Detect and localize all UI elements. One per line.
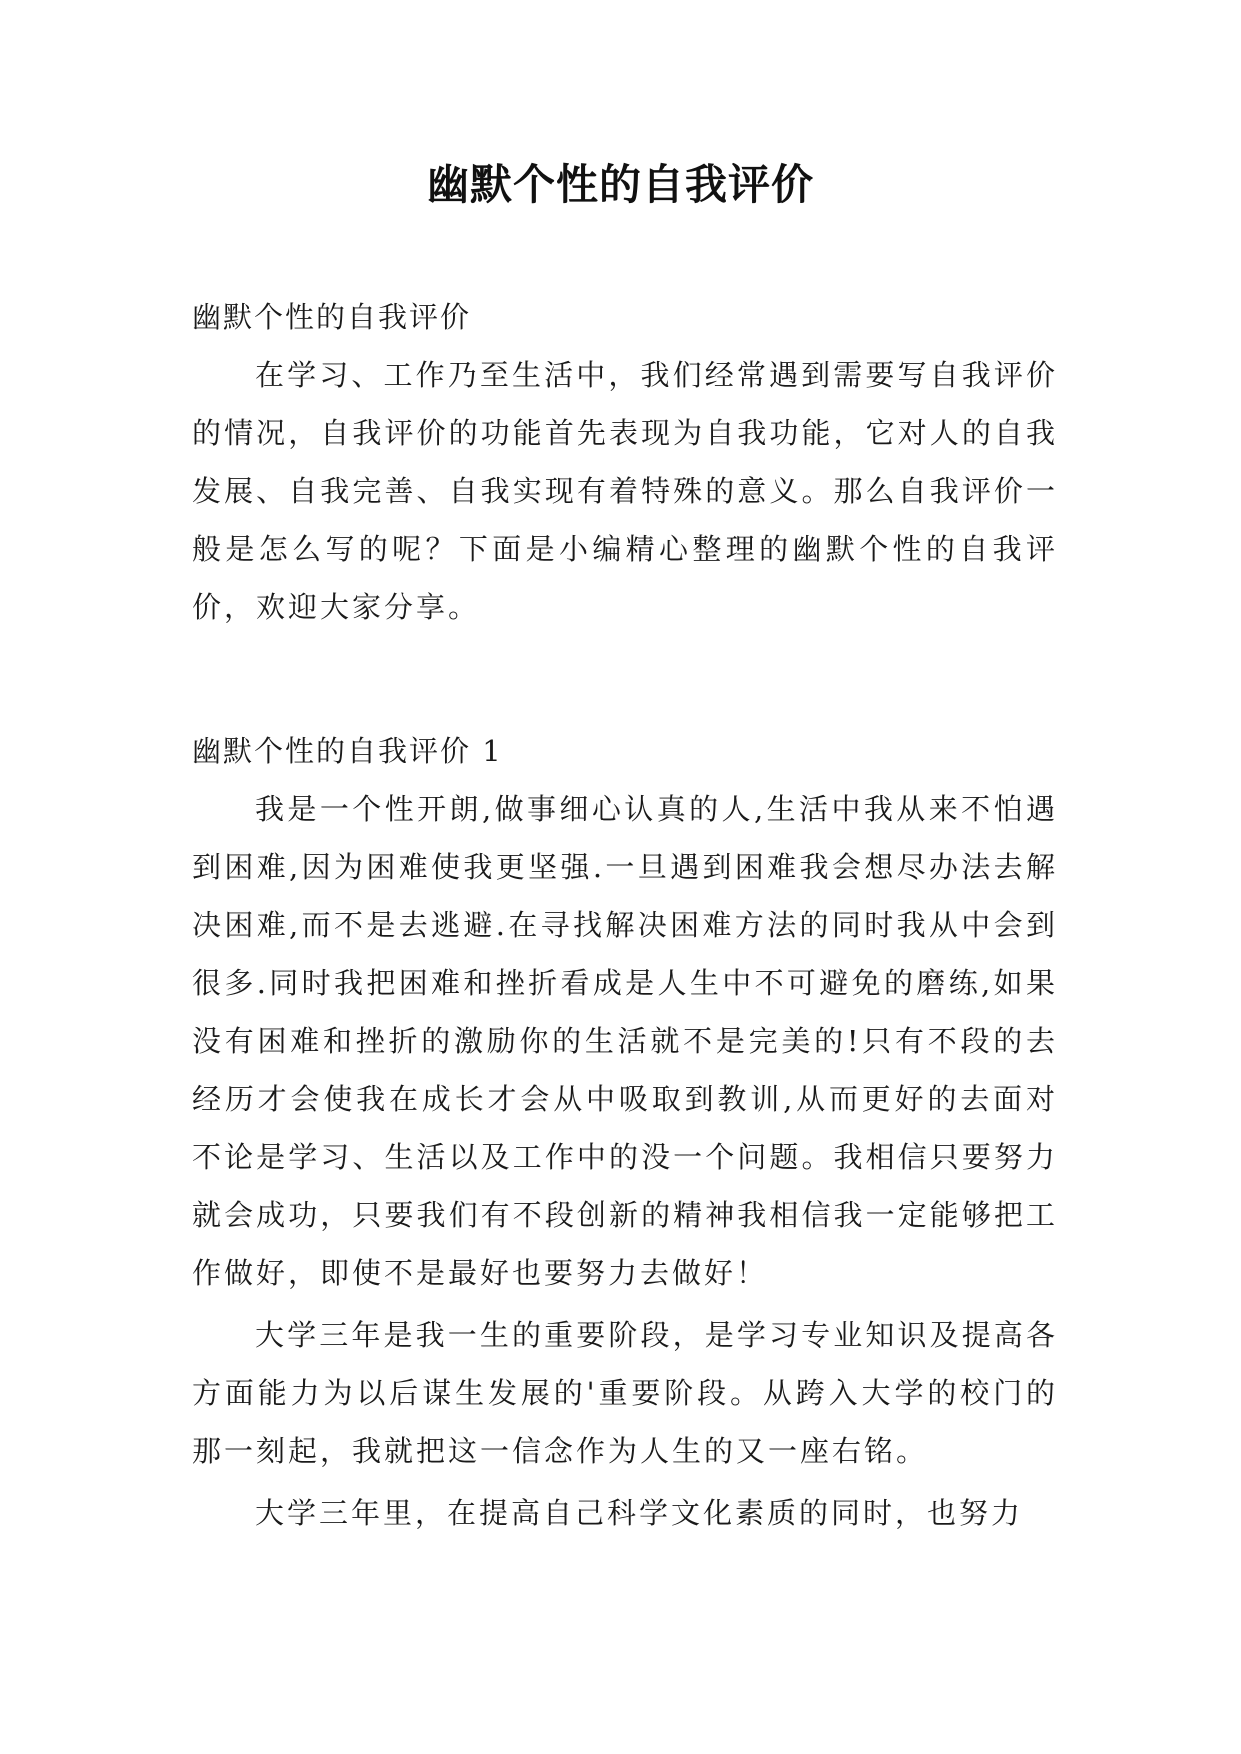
section-spacer xyxy=(192,636,1058,722)
section-1-paragraph-1: 我是一个性开朗,做事细心认真的人,生活中我从来不怕遇到困难,因为困难使我更坚强.一旦遇到困难我会想尽办法去解决困难,而不是去逃避.在寻找解决困难方法的同时我从中会到很多.同时我把困难和挫折看成是人生中不可避免的磨练,如果没有困难和挫折的激励你的生活就不是完美的!只有不段的去经历才会使我在成长才会从中吸取到教训,从而更好的去面对不论是学习、生活以及工作中的没一个问题。我相信只要努力就会成功，只要我们有不段创新的精神我相信我一定能够把工作做好，即使不是最好也要努力去做好！ xyxy=(192,792,1058,1290)
section-1-paragraph-2: 大学三年是我一生的重要阶段，是学习专业知识及提高各方面能力为以后谋生发展的'重要阶段。从跨入大学的校门的那一刻起，我就把这一信念作为人生的又一座右铭。 xyxy=(192,1318,1058,1468)
document-title: 幽默个性的自我评价 xyxy=(426,160,814,209)
section-1-heading: 幽默个性的自我评价 1 xyxy=(192,734,503,768)
document-body xyxy=(192,288,1058,1542)
intro-paragraph: 在学习、工作乃至生活中，我们经常遇到需要写自我评价的情况，自我评价的功能首先表现为自我功能，它对人的自我发展、自我完善、自我实现有着特殊的意义。那么自我评价一般是怎么写的呢？下面是小编精心整理的幽默个性的自我评价，欢迎大家分享。 xyxy=(192,358,1058,624)
intro-heading: 幽默个性的自我评价 xyxy=(192,300,472,334)
section-1-paragraph-3: 大学三年里，在提高自己科学文化素质的同时，也努力 xyxy=(255,1496,1024,1530)
